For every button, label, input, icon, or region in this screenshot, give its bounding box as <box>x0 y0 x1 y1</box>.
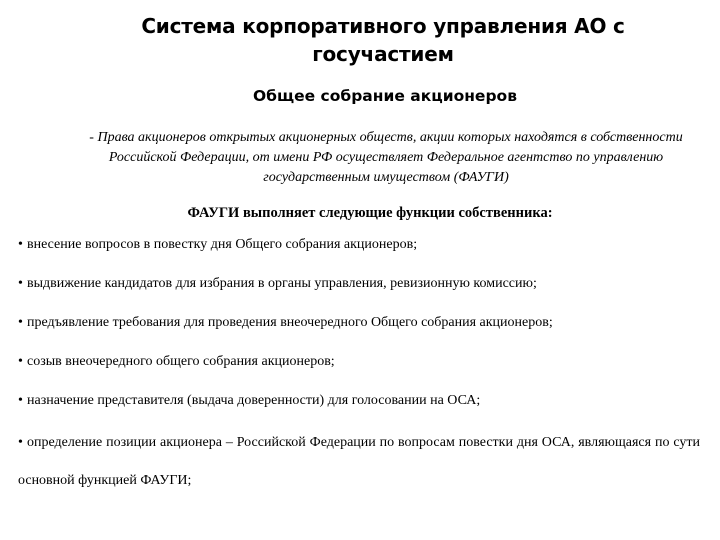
list-item-text: определение позиции акционера – Российской Федерации по вопросам повестки дня ОСА, являющаяся по сути основной функцией ФАУГИ; <box>18 435 700 488</box>
bullet-icon: • <box>18 354 23 369</box>
list-item-text: созыв внеочередного общего собрания акционеров; <box>27 354 335 369</box>
list-item-text: предъявление требования для проведения внеочередного Общего собрания акционеров; <box>27 315 553 330</box>
list-item <box>18 235 700 255</box>
list-item <box>18 274 700 294</box>
list-item-text: внесение вопросов в повестку дня Общего собрания акционеров; <box>27 237 418 252</box>
bullet-icon: • <box>18 276 23 291</box>
list-item <box>18 391 700 411</box>
list-item-text: выдвижение кандидатов для избрания в органы управления, ревизионную комиссию; <box>27 276 537 291</box>
list-item <box>18 313 700 333</box>
slide-subtitle: Общее собрание акционеров <box>253 87 517 105</box>
functions-heading: ФАУГИ выполняет следующие функции собственника: <box>187 205 553 221</box>
ownership-note: - Права акционеров открытых акционерных обществ, акции которых находятся в собственности Российской Федерации, от имени РФ осуществляет Федеральное агентство по управлению государственным имуществом (ФАУГИ) <box>89 130 683 185</box>
list-item <box>18 424 700 500</box>
list-item-text: назначение представителя (выдача доверенности) для голосовании на ОСА; <box>27 393 481 408</box>
slide-title: Система корпоративного управления АО с госучастием <box>141 14 625 66</box>
bullet-icon: • <box>18 435 23 450</box>
bullet-icon: • <box>18 237 23 252</box>
list-item <box>18 352 700 372</box>
bullet-icon: • <box>18 315 23 330</box>
bullet-icon: • <box>18 393 23 408</box>
